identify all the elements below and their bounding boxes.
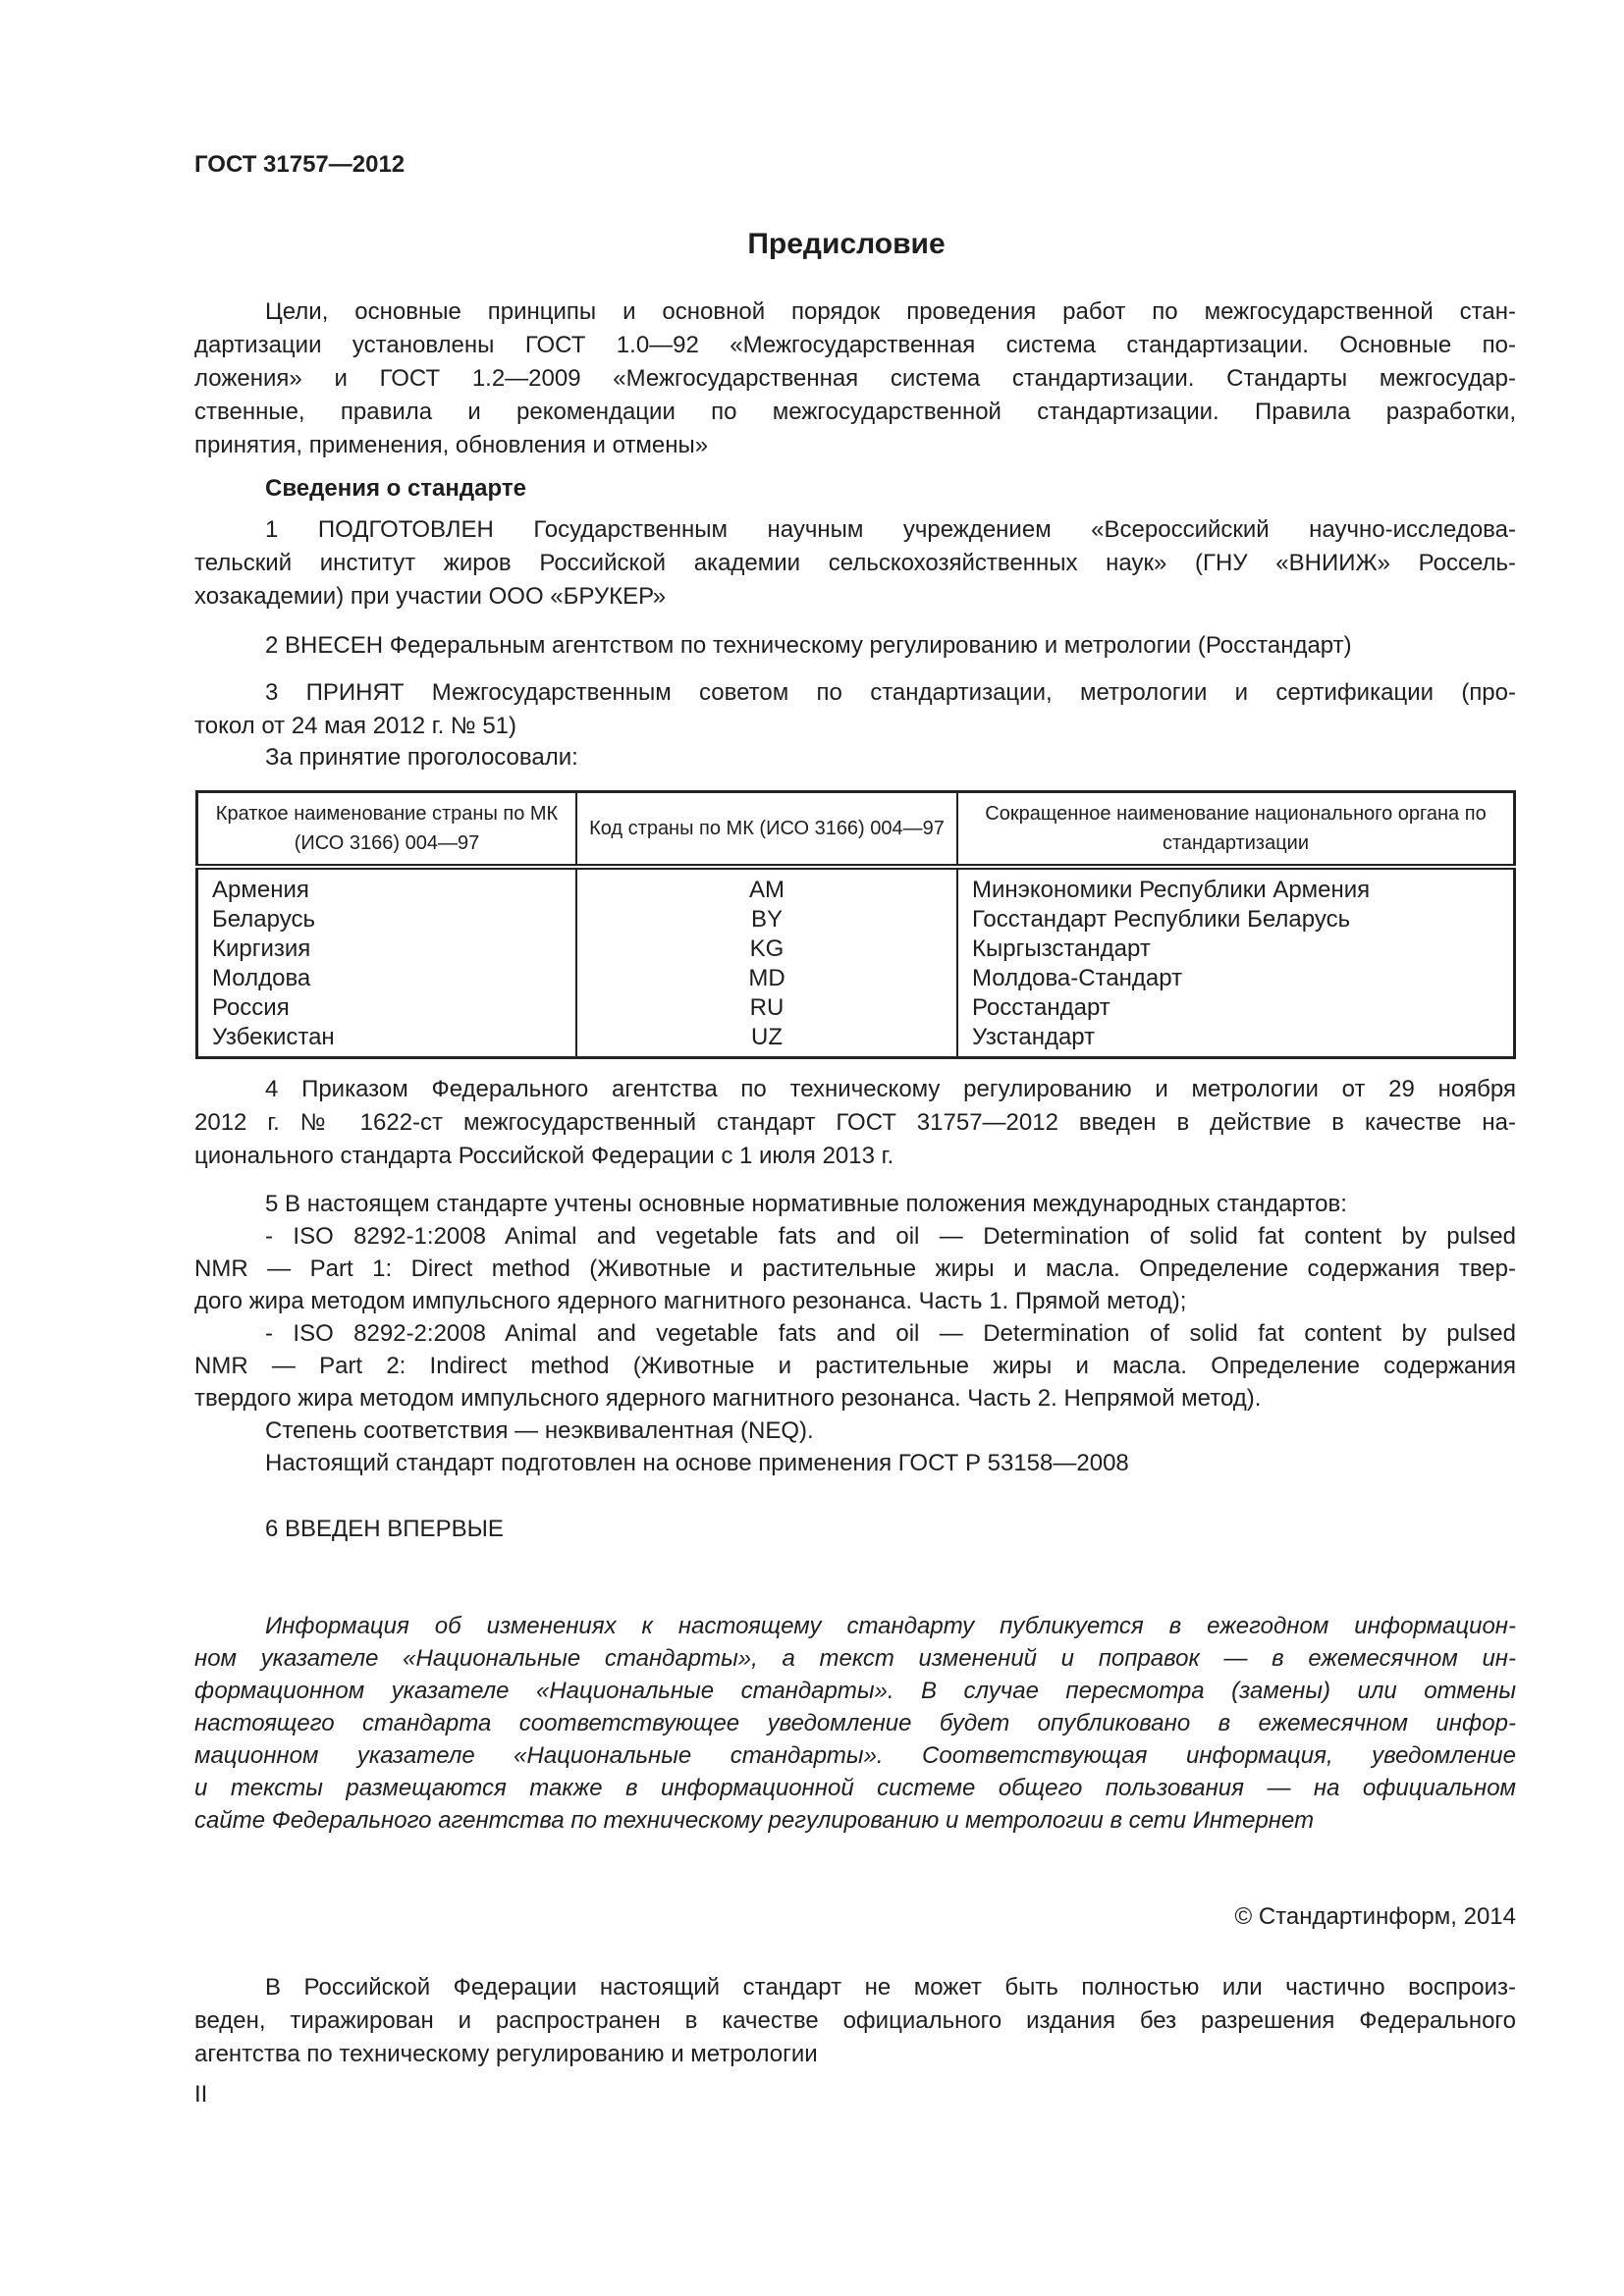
text-line: дого жира методом импульсного ядерного магнитного резонанса. Часть 1. Прямой метод);	[194, 1288, 1187, 1314]
text-line: ственные, правила и рекомендации по межгосударственной стандартизации. Правила разработки,	[194, 399, 1516, 425]
table-cell: Узстандарт	[972, 1024, 1096, 1050]
text-line: 5 В настоящем стандарте учтены основные нормативные положения международных стандартов:	[265, 1191, 1347, 1217]
page-number: II	[194, 2081, 208, 2108]
column-header-country: Краткое наименование страны по МК (ИСО 3166) 004—97	[197, 792, 577, 868]
text-line: веден, тиражирован и распространен в качестве официального издания без разрешения Федерального	[194, 2007, 1516, 2034]
table-cell: Кыргызстандарт	[972, 935, 1151, 962]
item-3-adopted	[194, 676, 1516, 743]
voting-table	[195, 790, 1516, 1059]
column-header-code: Код страны по МК (ИСО 3166) 004—97	[576, 792, 957, 868]
column-bodies	[957, 867, 1515, 1058]
item-2-introduced	[194, 629, 1516, 663]
column-header-body: Сокращенное наименование национального органа по стандартизации	[985, 803, 1487, 854]
item-1-prepared	[194, 513, 1516, 614]
column-codes	[576, 867, 957, 1058]
page-title: Предисловие	[747, 228, 946, 260]
table-cell: Молдова-Стандарт	[972, 965, 1183, 991]
amendments-info	[194, 1610, 1516, 1837]
text-line: дартизации установлены ГОСТ 1.0—92 «Межгосударственная система стандартизации. Основные по-	[194, 332, 1516, 358]
text-line: Цели, основные принципы и основной порядок проведения работ по межгосударственной стан-	[265, 298, 1516, 325]
text-line: мационном указателе «Национальные стандарты». Соответствующая информация, уведомление	[194, 1742, 1516, 1769]
table-cell: Минэкономики Республики Армения	[972, 877, 1371, 903]
text-line: В Российской Федерации настоящий стандарт не может быть полностью или частично воспроиз-	[265, 1974, 1516, 2001]
text-line: токол от 24 мая 2012 г. № 51)	[194, 713, 517, 739]
text-line: 2 ВНЕСЕН Федеральным агентством по техническому регулированию и метрологии (Росстандарт)	[265, 632, 1352, 659]
text-line: 6 ВВЕДЕН ВПЕРВЫЕ	[265, 1516, 504, 1542]
table-cell: Беларусь	[212, 906, 315, 933]
text-line: тельский институт жиров Российской академии сельскохозяйственных наук» (ГНУ «ВНИИЖ» Россель-	[194, 550, 1516, 576]
item-5-intro	[194, 1188, 1516, 1220]
rights-notice	[194, 1971, 1516, 2071]
table-cell: BY	[750, 906, 783, 933]
section-heading: Сведения о стандарте	[265, 475, 526, 502]
item-5-iso-part1	[194, 1220, 1516, 1317]
table-cell: Россия	[212, 994, 290, 1021]
text-line: Информация об изменениях к настоящему стандарту публикуется в ежегодном информацион-	[265, 1613, 1516, 1639]
text-line: Настоящий стандарт подготовлен на основе применения ГОСТ Р 53158—2008	[265, 1450, 1129, 1476]
table-cell: Узбекистан	[212, 1024, 335, 1050]
text-line: - ISO 8292-2:2008 Animal and vegetable fats and oil — Determination of solid fat content by pulsed	[265, 1320, 1516, 1347]
text-line: ционального стандарта Российской Федерации с 1 июля 2013 г.	[194, 1143, 894, 1169]
document-header: ГОСТ 31757—2012	[194, 151, 406, 178]
table-cell: AM	[749, 877, 785, 903]
table-cell: KG	[749, 935, 785, 962]
text-line: хозакадемии) при участии ООО «БРУКЕР»	[194, 583, 667, 610]
item-6-first-introduced	[194, 1513, 1516, 1546]
copyright: © Стандартинформ, 2014	[1234, 1903, 1516, 1930]
table-cell: Киргизия	[212, 935, 311, 962]
text-line: 1 ПОДГОТОВЛЕН Государственным научным учреждением «Всероссийский научно-исследова-	[265, 516, 1516, 543]
text-line: настоящего стандарта соответствующее уведомление будет опубликовано в ежемесячном инфор-	[194, 1710, 1516, 1736]
item-4-order	[194, 1073, 1516, 1173]
table-cell: Молдова	[212, 965, 311, 991]
text-line: сайте Федерального агентства по техническому регулированию и метрологии в сети Интернет	[194, 1807, 1315, 1834]
text-line: NMR — Part 1: Direct method (Животные и растительные жиры и масла. Определение содержания твер-	[194, 1255, 1516, 1282]
item-5-standards	[194, 1188, 1516, 1479]
item-5-iso-part2	[194, 1317, 1516, 1415]
text-line: твердого жира методом импульсного ядерного магнитного резонанса. Часть 2. Непрямой метод).	[194, 1385, 1262, 1412]
item-5-degree	[194, 1415, 1516, 1447]
text-line: Степень соответствия — неэквивалентная (NEQ).	[265, 1417, 814, 1444]
text-line: 4 Приказом Федерального агентства по техническому регулированию и метрологии от 29 ноября	[265, 1076, 1516, 1102]
column-countries	[197, 867, 577, 1058]
text-line: 3 ПРИНЯТ Межгосударственным советом по стандартизации, метрологии и сертификации (про-	[265, 679, 1516, 706]
text-line: и тексты размещаются также в информационной системе общего пользования — на официальном	[194, 1775, 1516, 1801]
text-line: ложения» и ГОСТ 1.2—2009 «Межгосударственная система стандартизации. Стандарты межгосудар-	[194, 365, 1516, 392]
table-cell: Армения	[212, 877, 309, 903]
table-cell: Росстандарт	[972, 994, 1110, 1021]
voted-label: За принятие проголосовали:	[265, 744, 578, 771]
text-line: 2012 г. № 1622-ст межгосударственный стандарт ГОСТ 31757—2012 введен в действие в качестве на-	[194, 1109, 1516, 1136]
table-body-row	[197, 867, 1515, 1058]
intro-paragraph	[194, 295, 1516, 462]
text-line: NMR — Part 2: Indirect method (Животные и растительные жиры и масла. Определение содержания	[194, 1353, 1516, 1379]
table-cell: RU	[749, 994, 785, 1021]
text-line: ном указателе «Национальные стандарты», а текст изменений и поправок — в ежемесячном ин-	[194, 1645, 1516, 1672]
item-5-basis	[194, 1447, 1516, 1479]
text-line: агентства по техническому регулированию и метрологии	[194, 2041, 818, 2067]
table-cell: MD	[748, 965, 785, 991]
table-header-row	[197, 792, 1515, 868]
text-line: формационном указателе «Национальные стандарты». В случае пересмотра (замены) или отмены	[194, 1678, 1516, 1704]
text-line: принятия, применения, обновления и отмены»	[194, 432, 709, 458]
table-cell: UZ	[751, 1024, 783, 1050]
text-line: - ISO 8292-1:2008 Animal and vegetable fats and oil — Determination of solid fat content by pulsed	[265, 1223, 1516, 1250]
table-cell: Госстандарт Республики Беларусь	[972, 906, 1351, 933]
